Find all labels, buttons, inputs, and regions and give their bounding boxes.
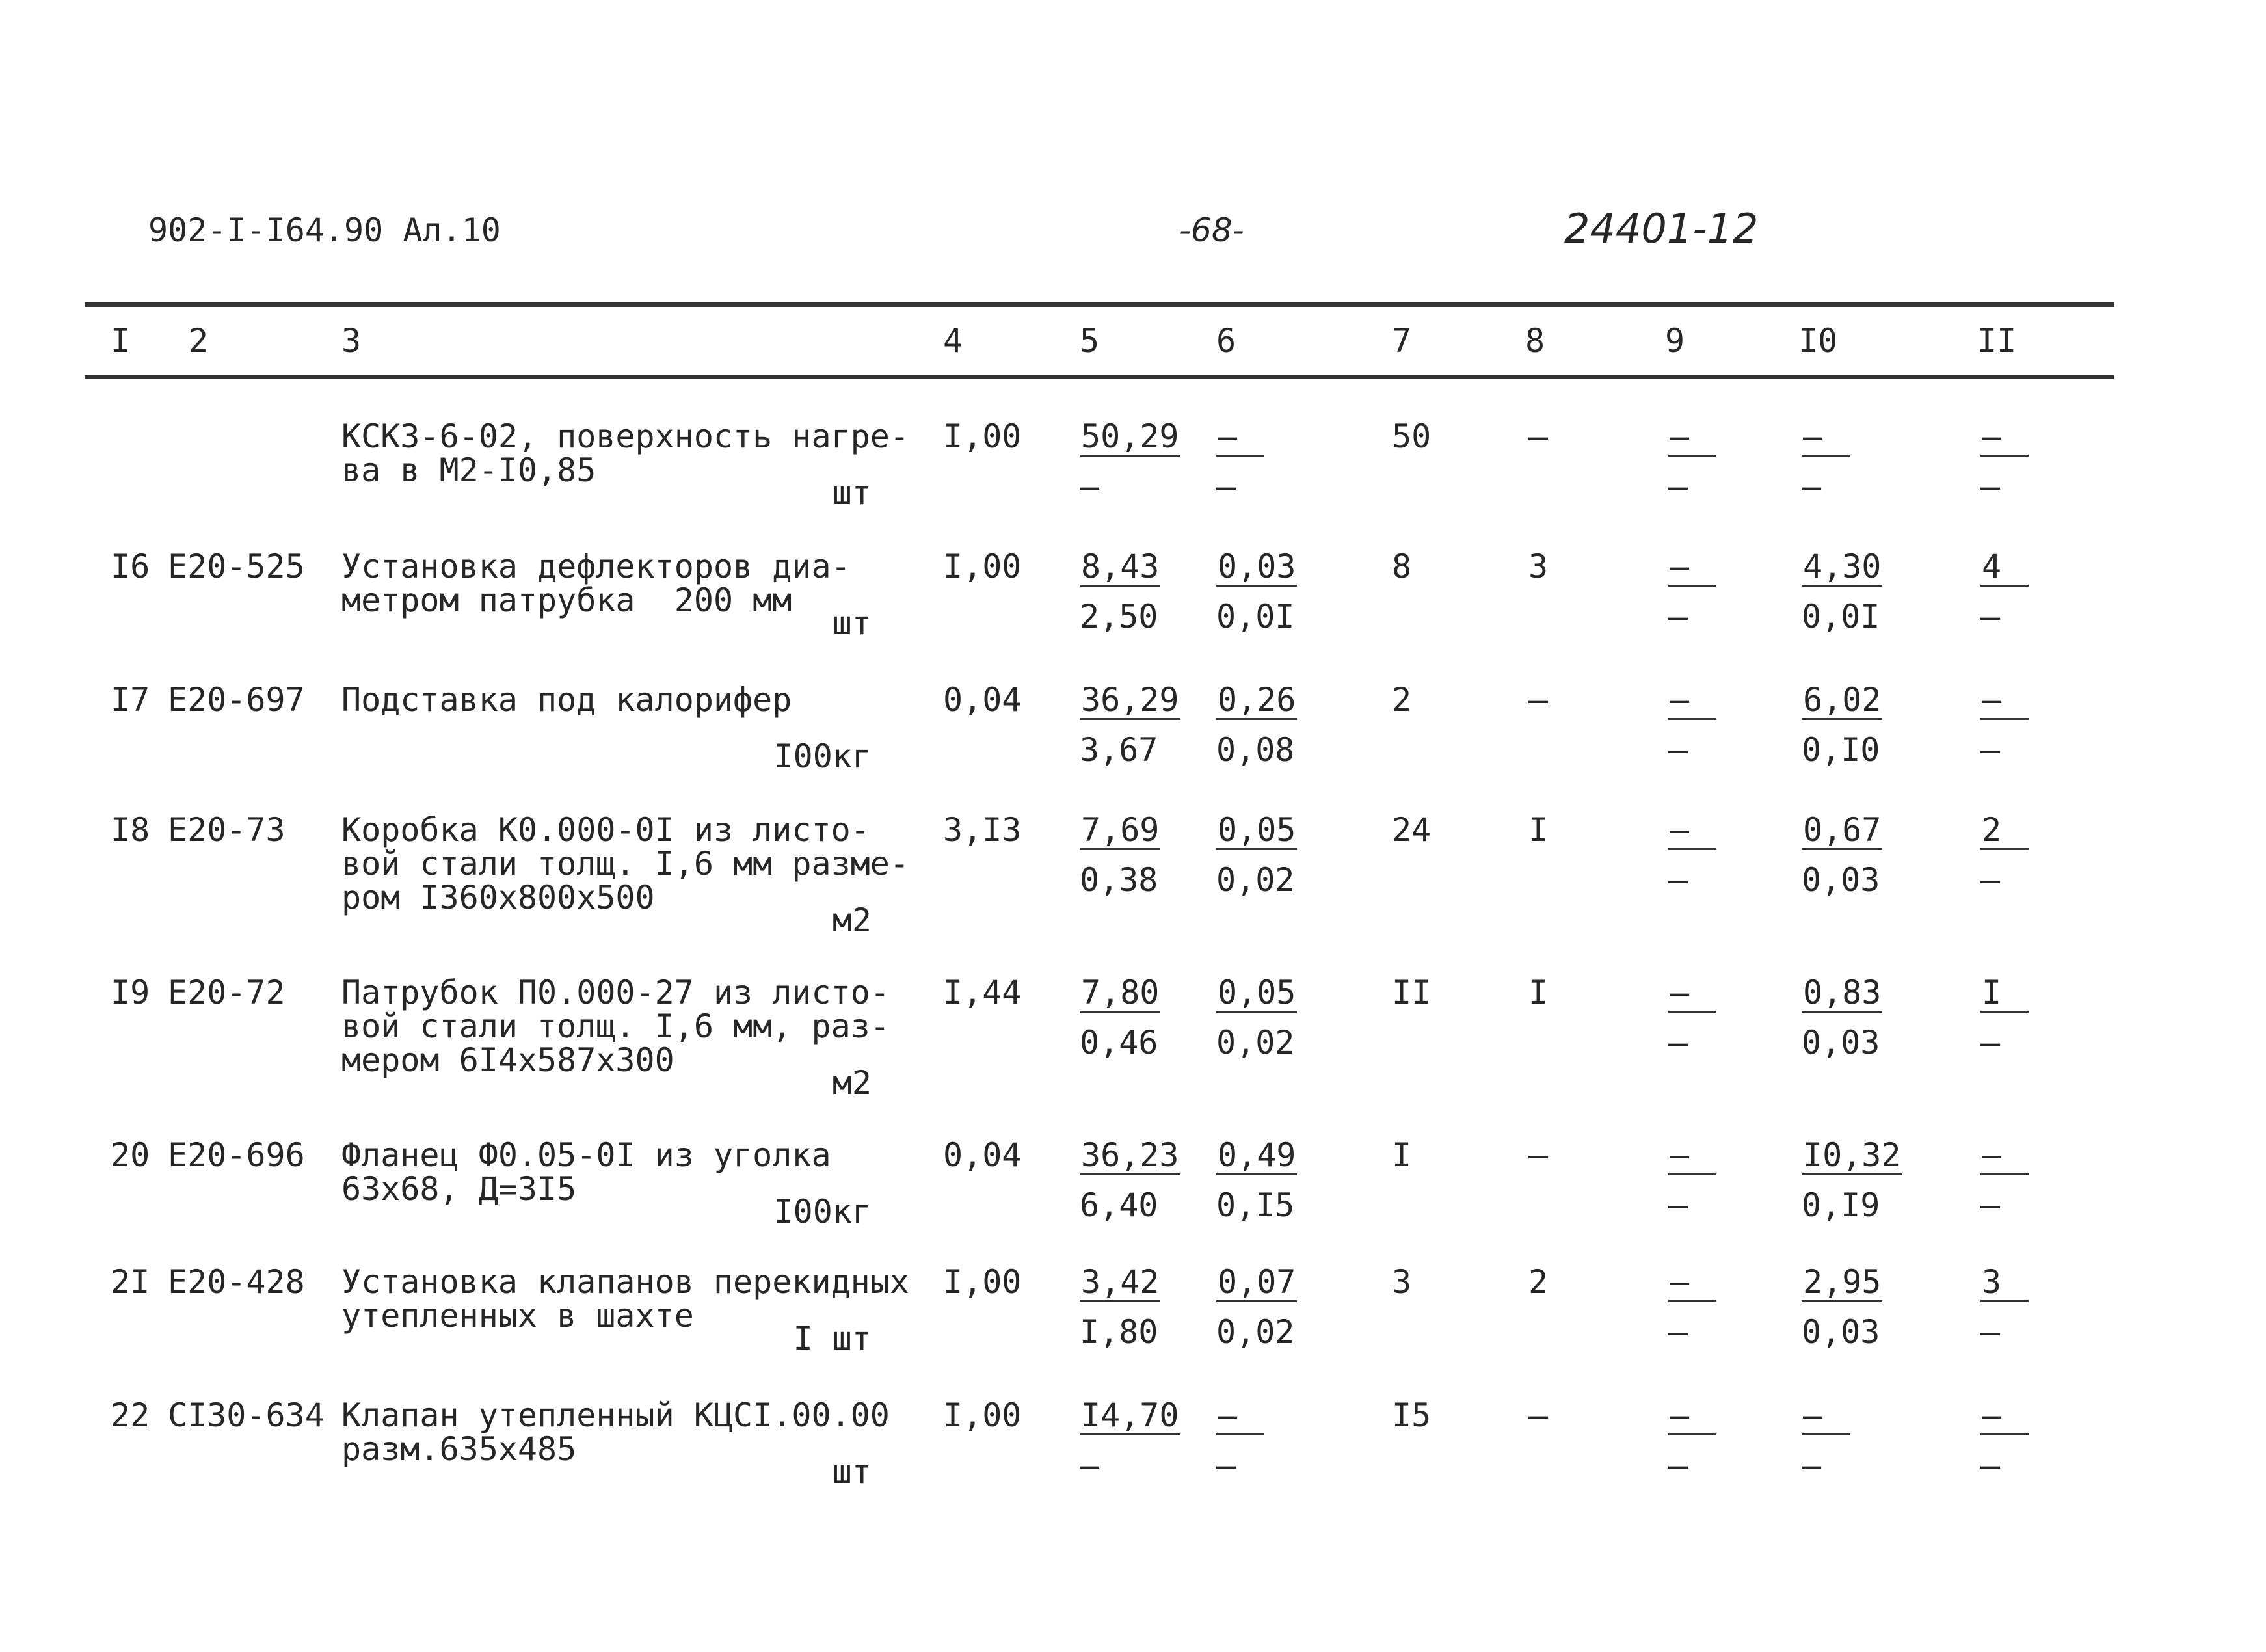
col11-value — [1980, 1265, 2029, 1349]
col9-value-denominator: – — [1668, 861, 1688, 899]
col10-value-numerator: 0,67 — [1803, 811, 1882, 849]
col11-value — [1980, 1138, 2029, 1222]
col10-value — [1802, 976, 1882, 1059]
measure-unit: I00кг — [773, 738, 872, 775]
col9-value-numerator: – — [1668, 1138, 1716, 1175]
work-description: Установка клапанов перекидных утепленных в шахте — [341, 1263, 909, 1335]
col7-value: II — [1392, 974, 1432, 1011]
column-header-5: 5 — [1080, 322, 1100, 360]
col11-value-denominator: – — [1980, 1313, 2001, 1351]
doc-header-designation: 902-I-I64.90 Ал.10 — [148, 211, 501, 249]
col8-value: – — [1528, 1136, 1549, 1174]
col6-value — [1216, 683, 1297, 767]
quantity: I,00 — [943, 548, 1022, 585]
col11-value-denominator: – — [1980, 1186, 2001, 1224]
col5-value-denominator: 2,50 — [1080, 598, 1158, 635]
quantity: 0,04 — [943, 1136, 1022, 1174]
col11-value-numerator: 2 — [1980, 813, 2029, 850]
col6-value — [1216, 1265, 1297, 1349]
col5-value-numerator: 36,29 — [1081, 681, 1179, 719]
col7-value: 24 — [1392, 811, 1432, 849]
col6-value-denominator: 0,02 — [1216, 1024, 1295, 1061]
quantity: 3,I3 — [943, 811, 1022, 849]
col6-value-numerator: 0,03 — [1218, 548, 1296, 585]
col7-value: 2 — [1392, 681, 1412, 719]
col9-value-denominator: – — [1668, 1024, 1688, 1061]
col5-value-denominator: 0,38 — [1080, 861, 1158, 899]
col6-value-numerator: – — [1216, 420, 1264, 457]
col9-value — [1668, 550, 1716, 633]
col9-value — [1668, 1398, 1716, 1482]
row-number: 20 — [111, 1136, 150, 1174]
col5-value — [1080, 1398, 1180, 1482]
col11-value — [1980, 813, 2029, 897]
col11-value-numerator: – — [1980, 1138, 2029, 1175]
col9-value-numerator: – — [1668, 1398, 1716, 1435]
col10-value-numerator: – — [1802, 420, 1850, 457]
col5-value-numerator: 8,43 — [1081, 548, 1160, 585]
col8-value: 3 — [1528, 548, 1549, 585]
col10-value-numerator: 4,30 — [1803, 548, 1882, 585]
col5-value-denominator: – — [1080, 468, 1100, 505]
col6-value-numerator: 0,07 — [1218, 1263, 1296, 1301]
price-code: Е20-72 — [168, 974, 286, 1011]
col10-value — [1802, 420, 1850, 503]
col11-value-numerator: 3 — [1980, 1265, 2029, 1302]
col11-value-numerator: – — [1980, 1398, 2029, 1435]
work-description: Подставка под калорифер — [341, 681, 792, 719]
col5-value-numerator: 36,23 — [1081, 1136, 1179, 1174]
price-code: Е20-73 — [168, 811, 286, 849]
column-header-7: 7 — [1392, 322, 1412, 360]
col10-value-numerator: 2,95 — [1803, 1263, 1882, 1301]
col11-value-numerator: – — [1980, 420, 2029, 457]
col9-value-numerator: – — [1668, 976, 1716, 1013]
col6-value-numerator: – — [1216, 1398, 1264, 1435]
col9-value-numerator: – — [1668, 1265, 1716, 1302]
col6-value-denominator: – — [1216, 1446, 1236, 1484]
col6-value-numerator: 0,26 — [1218, 681, 1296, 719]
measure-unit: I00кг — [773, 1193, 872, 1231]
col10-value — [1802, 813, 1882, 897]
col7-value: I — [1392, 1136, 1412, 1174]
column-header-8: 8 — [1525, 322, 1545, 360]
col9-value-denominator: – — [1668, 731, 1688, 769]
col11-value-denominator: – — [1980, 1024, 2001, 1061]
col10-value-numerator: – — [1802, 1398, 1850, 1435]
col11-value-numerator: I — [1980, 976, 2029, 1013]
col10-value-denominator: 0,I9 — [1802, 1186, 1880, 1224]
col8-value: I — [1528, 974, 1549, 1011]
col10-value-denominator: 0,03 — [1802, 1024, 1880, 1061]
col6-value — [1216, 1398, 1264, 1482]
column-header-6: 6 — [1216, 322, 1236, 360]
col5-value — [1080, 976, 1160, 1059]
col6-value-denominator: – — [1216, 468, 1236, 505]
row-number: I9 — [111, 974, 150, 1011]
quantity: I,00 — [943, 1263, 1022, 1301]
col10-value — [1802, 550, 1882, 633]
col8-value: – — [1528, 681, 1549, 719]
col5-value — [1080, 550, 1160, 633]
col6-value-denominator: 0,08 — [1216, 731, 1295, 769]
col9-value-numerator: – — [1668, 683, 1716, 720]
column-header-4: 4 — [943, 322, 963, 360]
col10-value-numerator: 0,83 — [1803, 974, 1882, 1011]
row-number: 2I — [111, 1263, 150, 1301]
column-header-1: I — [111, 322, 131, 360]
col10-value-denominator: 0,I0 — [1802, 731, 1880, 769]
col11-value-denominator: – — [1980, 731, 2001, 769]
col5-value-denominator: – — [1080, 1446, 1100, 1484]
column-header-2: 2 — [189, 322, 209, 360]
col9-value — [1668, 813, 1716, 897]
col6-value-numerator: 0,05 — [1218, 974, 1296, 1011]
col5-value-numerator: 7,69 — [1081, 811, 1160, 849]
col5-value-numerator: I4,70 — [1081, 1396, 1179, 1434]
col9-value-denominator: – — [1668, 468, 1688, 505]
col6-value-denominator: 0,02 — [1216, 861, 1295, 899]
table-header-rule — [85, 375, 2114, 379]
row-number: I7 — [111, 681, 150, 719]
col10-value-numerator: 6,02 — [1803, 681, 1882, 719]
quantity: I,00 — [943, 1396, 1022, 1434]
col11-value-numerator: 4 — [1980, 550, 2029, 587]
price-code: Е20-428 — [168, 1263, 305, 1301]
col6-value-numerator: 0,49 — [1218, 1136, 1296, 1174]
quantity: I,00 — [943, 418, 1022, 455]
page-number: -68- — [1179, 211, 1244, 249]
col8-value: – — [1528, 1396, 1549, 1434]
col10-value — [1802, 1265, 1882, 1349]
col9-value-numerator: – — [1668, 813, 1716, 850]
col11-value — [1980, 976, 2029, 1059]
row-number: I8 — [111, 811, 150, 849]
measure-unit: м2 — [832, 1064, 872, 1102]
col6-value-numerator: 0,05 — [1218, 811, 1296, 849]
col10-value-denominator: – — [1802, 468, 1822, 505]
col5-value — [1080, 420, 1180, 503]
col5-value-denominator: 0,46 — [1080, 1024, 1158, 1061]
col11-value-denominator: – — [1980, 861, 2001, 899]
work-description: КСК3-6-02, поверхность нагре- ва в М2-I0,85 — [341, 418, 909, 489]
price-code: Е20-696 — [168, 1136, 305, 1174]
measure-unit: шт — [832, 1453, 872, 1491]
col5-value-numerator: 50,29 — [1081, 418, 1179, 455]
work-description: Клапан утепленный КЦСI.00.00 разм.635х485 — [341, 1396, 890, 1468]
col9-value-denominator: – — [1668, 1313, 1688, 1351]
col11-value — [1980, 1398, 2029, 1482]
measure-unit: I шт — [793, 1320, 872, 1357]
measure-unit: шт — [832, 474, 872, 512]
col11-value — [1980, 683, 2029, 767]
col9-value-denominator: – — [1668, 1186, 1688, 1224]
col8-value: I — [1528, 811, 1549, 849]
col10-value-numerator: I0,32 — [1803, 1136, 1901, 1174]
column-header-11: II — [1977, 322, 2017, 360]
quantity: I,44 — [943, 974, 1022, 1011]
measure-unit: шт — [832, 604, 872, 642]
table-top-rule — [85, 302, 2114, 307]
doc-code: 24401-12 — [1564, 205, 1759, 252]
measure-unit: м2 — [832, 901, 872, 939]
col9-value-numerator: – — [1668, 550, 1716, 587]
price-code: Е20-525 — [168, 548, 305, 585]
col6-value — [1216, 1138, 1297, 1222]
price-code: Е20-697 — [168, 681, 305, 719]
col9-value — [1668, 420, 1716, 503]
col9-value — [1668, 1138, 1716, 1222]
work-description: Установка дефлекторов диа- метром патрубка 200 мм — [341, 548, 851, 619]
col10-value — [1802, 1138, 1902, 1222]
col5-value-denominator: 3,67 — [1080, 731, 1158, 769]
col9-value-denominator: – — [1668, 598, 1688, 635]
col7-value: 3 — [1392, 1263, 1412, 1301]
col7-value: 50 — [1392, 418, 1432, 455]
col5-value — [1080, 813, 1160, 897]
column-header-9: 9 — [1665, 322, 1685, 360]
col10-value-denominator: 0,0I — [1802, 598, 1880, 635]
col6-value-denominator: 0,I5 — [1216, 1186, 1295, 1224]
col10-value-denominator: 0,03 — [1802, 1313, 1880, 1351]
col5-value-denominator: 6,40 — [1080, 1186, 1158, 1224]
quantity: 0,04 — [943, 681, 1022, 719]
col7-value: 8 — [1392, 548, 1412, 585]
work-description: Коробка К0.000-0I из листо- вой стали толщ. I,6 мм разме- ром I360х800х500 — [341, 811, 909, 916]
col10-value — [1802, 683, 1882, 767]
col6-value — [1216, 420, 1264, 503]
work-description: Патрубок П0.000-27 из листо- вой стали толщ. I,6 мм, раз- мером 6I4х587х300 — [341, 974, 890, 1079]
col11-value-denominator: – — [1980, 468, 2001, 505]
col6-value-denominator: 0,0I — [1216, 598, 1295, 635]
col9-value — [1668, 976, 1716, 1059]
col10-value — [1802, 1398, 1850, 1482]
col8-value: 2 — [1528, 1263, 1549, 1301]
col7-value: I5 — [1392, 1396, 1432, 1434]
col5-value — [1080, 1265, 1160, 1349]
row-number: 22 — [111, 1396, 150, 1434]
col11-value — [1980, 550, 2029, 633]
col6-value — [1216, 550, 1297, 633]
col6-value — [1216, 813, 1297, 897]
col5-value-denominator: I,80 — [1080, 1313, 1158, 1351]
col10-value-denominator: – — [1802, 1446, 1822, 1484]
col5-value-numerator: 3,42 — [1081, 1263, 1160, 1301]
col9-value — [1668, 683, 1716, 767]
col9-value-numerator: – — [1668, 420, 1716, 457]
col11-value — [1980, 420, 2029, 503]
col8-value: – — [1528, 418, 1549, 455]
price-code: СI30-634 — [168, 1396, 325, 1434]
col5-value — [1080, 683, 1180, 767]
col5-value — [1080, 1138, 1180, 1222]
col9-value-denominator: – — [1668, 1446, 1688, 1484]
column-header-3: 3 — [341, 322, 362, 360]
col6-value — [1216, 976, 1297, 1059]
col11-value-denominator: – — [1980, 1446, 2001, 1484]
column-header-10: I0 — [1798, 322, 1838, 360]
col6-value-denominator: 0,02 — [1216, 1313, 1295, 1351]
col9-value — [1668, 1265, 1716, 1349]
col10-value-denominator: 0,03 — [1802, 861, 1880, 899]
col5-value-numerator: 7,80 — [1081, 974, 1160, 1011]
col11-value-numerator: – — [1980, 683, 2029, 720]
work-description: Фланец Ф0.05-0I из уголка 63х68, Д=3I5 — [341, 1136, 831, 1208]
row-number: I6 — [111, 548, 150, 585]
col11-value-denominator: – — [1980, 598, 2001, 635]
